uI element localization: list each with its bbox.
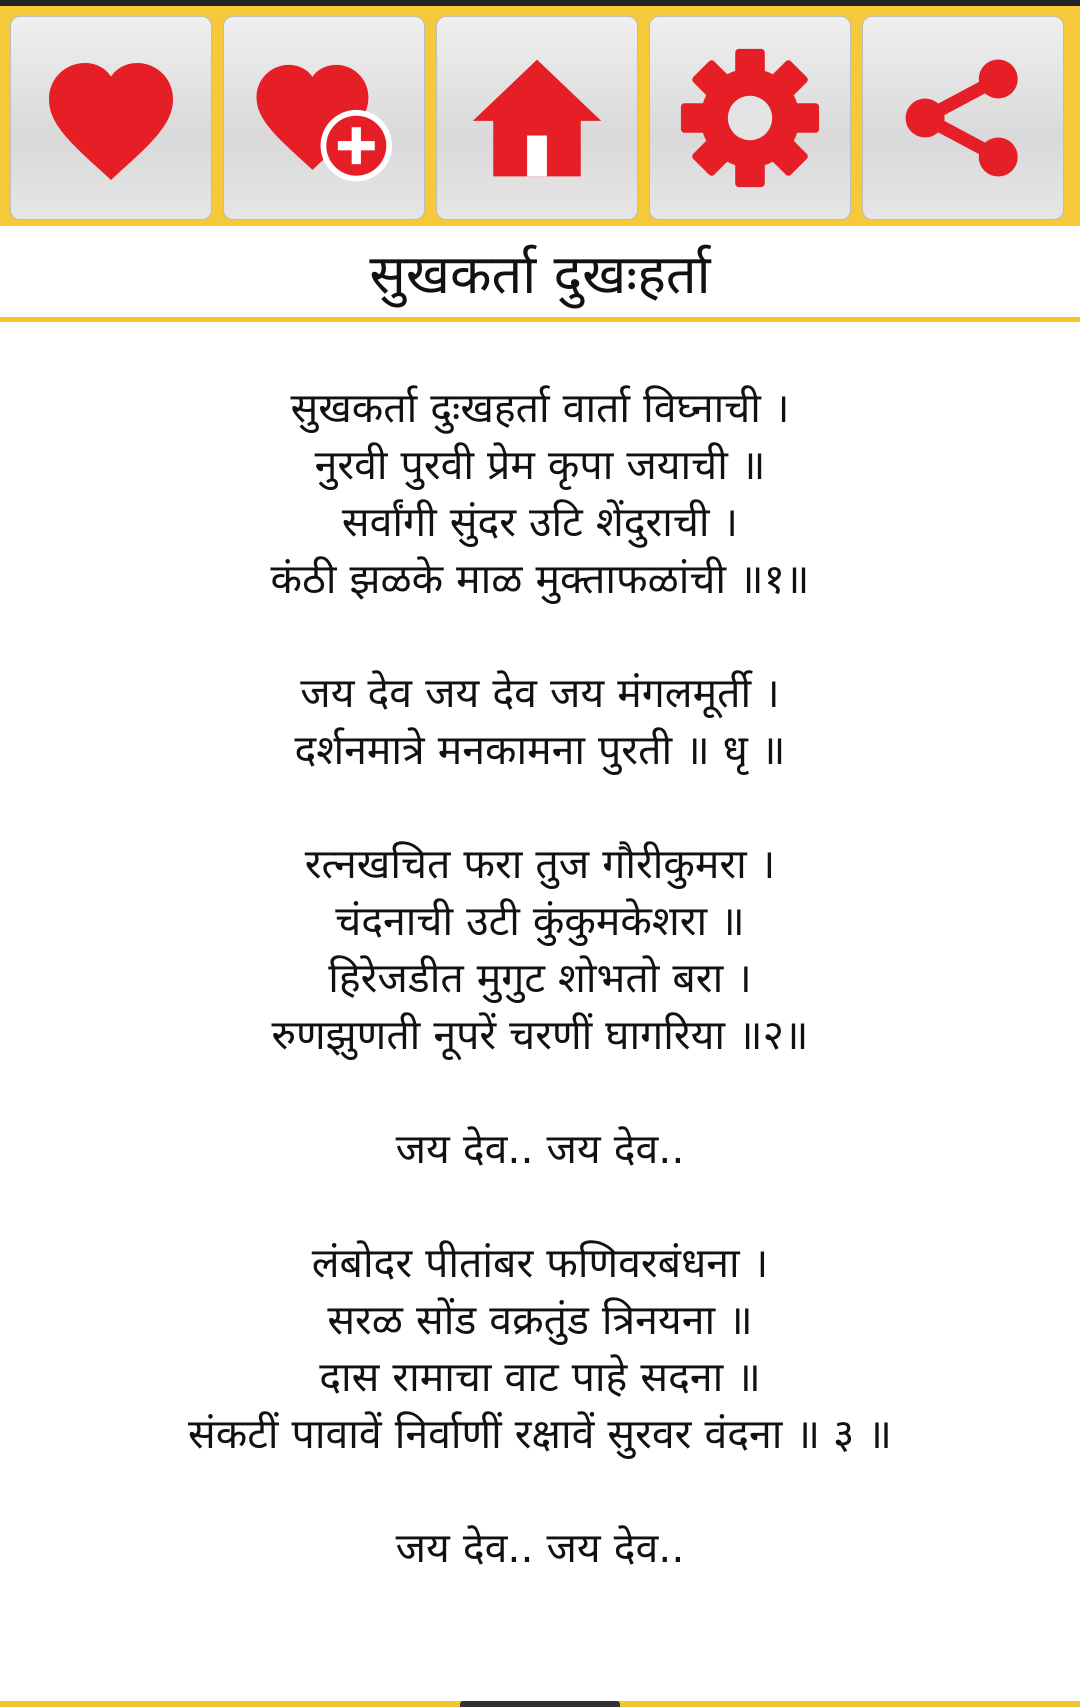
share-icon (898, 53, 1028, 183)
chorus-1 (0, 665, 1080, 779)
refrain-1 (0, 1121, 1080, 1178)
lyric-line: दास रामाचा वाट पाहे सदना ॥ (319, 1353, 761, 1401)
stanza-3 (0, 1235, 1080, 1463)
lyric-line: हिरेजडीत मुगुट शोभतो बरा । (328, 954, 752, 1002)
lyric-line: दर्शनमात्रे मनकामना पुरती ॥ धृ ॥ (294, 726, 786, 774)
refrain-2 (0, 1520, 1080, 1577)
lyric-line: नुरवी पुरवी प्रेम कृपा जयाची ॥ (314, 441, 766, 489)
toolbar (0, 0, 1080, 226)
share-button[interactable] (862, 16, 1064, 220)
home-icon (467, 48, 607, 188)
stanza-1 (0, 380, 1080, 608)
lyric-line: लंबोदर पीतांबर फणिवरबंधना । (311, 1239, 769, 1287)
lyric-line: चंदनाची उटी कुंकुमकेशरा ॥ (335, 897, 745, 945)
lyric-line: कंठी झळके माळ मुक्ताफळांची ॥१॥ (270, 555, 810, 603)
page-title: सुखकर्ता दुखःहर्ता (369, 242, 711, 306)
stanza-2 (0, 836, 1080, 1064)
lyrics-content (0, 380, 1080, 1634)
lyric-line: जय देव.. जय देव.. (395, 1125, 685, 1173)
lyric-line: जय देव.. जय देव.. (395, 1524, 685, 1572)
home-button[interactable] (436, 16, 638, 220)
heart-icon (39, 53, 183, 183)
add-favorite-button[interactable] (223, 16, 425, 220)
lyric-line: रत्नखचित फरा तुज गौरीकुमरा । (304, 840, 776, 888)
heart-add-icon (249, 48, 399, 188)
lyric-line: जय देव जय देव जय मंगलमूर्ती । (300, 669, 780, 717)
lyric-line: सुखकर्ता दुःखहर्ता वार्ता विघ्नाची । (290, 384, 790, 432)
lyric-line: सरळ सोंड वक्रतुंड त्रिनयना ॥ (327, 1296, 753, 1344)
home-indicator[interactable] (460, 1701, 620, 1707)
lyric-line: संकटीं पावावें निर्वाणीं रक्षावें सुरवर वंदना ॥ ३ ॥ (188, 1410, 892, 1458)
lyric-line: सर्वांगी सुंदर उटि शेंदुराची । (341, 498, 739, 546)
settings-button[interactable] (649, 16, 851, 220)
gear-icon (676, 44, 824, 192)
lyric-line: रुणझुणती नूपरें चरणीं घागरिया ॥२॥ (271, 1011, 809, 1059)
favorites-button[interactable] (10, 16, 212, 220)
title-bar (0, 226, 1080, 322)
